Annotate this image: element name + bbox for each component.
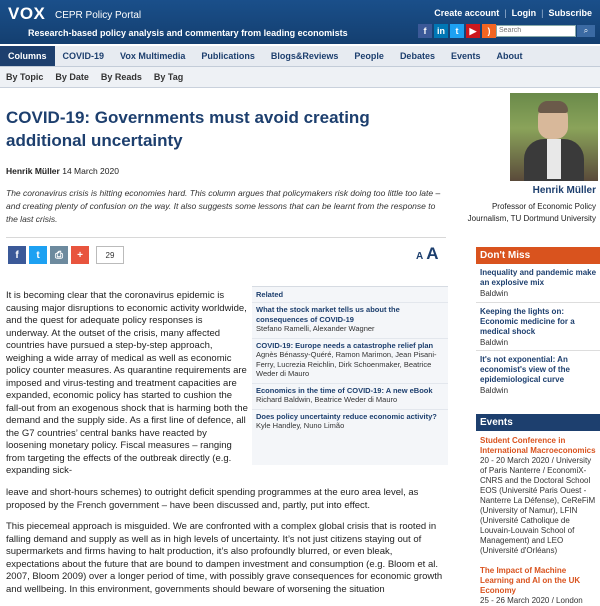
nav-columns[interactable]: Columns bbox=[0, 46, 55, 66]
nav-publications[interactable]: Publications bbox=[201, 51, 255, 61]
dont-miss-author: Baldwin bbox=[480, 386, 509, 395]
author-affiliation: Professor of Economic Policy Journalism, TU Dortmund University bbox=[467, 202, 596, 223]
related-item bbox=[252, 338, 448, 379]
article-lead: The coronavirus crisis is hitting economies hard. This column argues that policymakers risk doing too little too late – and creating plenty of confusion on the way. It also suggests some lessons that can be learnt from the response to the last crisis. bbox=[6, 188, 441, 224]
dont-miss-title[interactable]: Inequality and pandemic make an explosive mix bbox=[480, 268, 597, 287]
byline bbox=[6, 166, 119, 176]
account-links: Create account | Login | Subscribe bbox=[434, 8, 592, 18]
page-title: COVID-19: Governments must avoid creating additional uncertainty bbox=[6, 108, 370, 150]
main-nav bbox=[0, 46, 600, 67]
search-input[interactable] bbox=[496, 25, 576, 37]
divider bbox=[476, 350, 600, 351]
related-item bbox=[252, 302, 448, 334]
rss-icon[interactable]: ) bbox=[482, 24, 496, 38]
article-paragraph: This piecemeal approach is misguided. We are confronted with a complex global crisis that is rooted in falling demand and supply as well as in high levels of uncertainty. It’s not just citizens staying out of supermarkets and firms having to halt production, it’s also profoundly blurred, or even bleak, expectations about the future that are bound to dampen investment and consumption (e.g. Bloom et al. 2007, Bloom 2009) over a longer period of time, with possibly grave consequences for economic growth and wellbeing. In this environment, governments should beware of worsening the situation bbox=[6, 521, 443, 595]
related-authors: Stefano Ramelli, Alexander Wagner bbox=[256, 324, 375, 333]
dont-miss-item bbox=[480, 307, 598, 348]
portal-name: CEPR Policy Portal bbox=[55, 10, 142, 21]
font-decrease-button[interactable]: A bbox=[416, 251, 424, 262]
nav-events[interactable]: Events bbox=[450, 51, 481, 61]
sub-nav bbox=[0, 67, 600, 88]
youtube-icon[interactable]: ▶ bbox=[466, 24, 480, 38]
twitter-share-icon[interactable]: t bbox=[29, 246, 47, 264]
dont-miss-heading: Don't Miss bbox=[476, 247, 600, 264]
subnav-by-reads[interactable]: By Reads bbox=[100, 72, 142, 82]
event-item bbox=[480, 436, 598, 556]
subnav-by-topic[interactable]: By Topic bbox=[6, 72, 44, 82]
related-item bbox=[252, 383, 448, 405]
related-authors: Richard Baldwin, Beatrice Weder di Mauro bbox=[256, 395, 398, 404]
related-box bbox=[252, 286, 448, 465]
social-links bbox=[418, 24, 496, 38]
divider bbox=[6, 237, 446, 238]
event-detail: 20 - 20 March 2020 / University of Paris Nanterre / EconomiX-CNRS and the Doctoral School EOS (Université Paris Ouest - Nanterre La Défense), CeReFiM (University of Namur), LFIN (Université Catholique de Louvain-Louvain School of Management) and LEO (Université d'Orléans) bbox=[480, 456, 596, 555]
nav-about[interactable]: About bbox=[496, 51, 523, 61]
related-title[interactable]: Does policy uncertainty reduce economic activity? bbox=[256, 411, 437, 421]
nav-people[interactable]: People bbox=[354, 51, 384, 61]
subnav-by-tag[interactable]: By Tag bbox=[153, 72, 184, 82]
related-title[interactable]: What the stock market tells us about the consequences of COVID-19 bbox=[256, 305, 400, 324]
article-date: 14 March 2020 bbox=[62, 166, 119, 176]
author-link[interactable]: Henrik Müller bbox=[6, 166, 60, 176]
dont-miss-item bbox=[480, 355, 598, 396]
search-icon[interactable]: ⌕ bbox=[577, 25, 595, 37]
login-link[interactable]: Login bbox=[511, 8, 537, 18]
events-heading: Events bbox=[476, 414, 600, 431]
facebook-icon[interactable]: f bbox=[418, 24, 432, 38]
dont-miss-item bbox=[480, 268, 598, 299]
divider bbox=[476, 302, 600, 303]
nav-debates[interactable]: Debates bbox=[399, 51, 435, 61]
related-authors: Kyle Handley, Nuno Limão bbox=[256, 421, 345, 430]
related-authors: Agnès Bénassy-Quéré, Ramon Marimon, Jean Pisani-Ferry, Lucrezia Reichlin, Dirk Schoenmaker, Beatrice Weder di Mauro bbox=[256, 350, 437, 378]
related-heading: Related bbox=[256, 290, 284, 299]
dont-miss-author: Baldwin bbox=[480, 338, 509, 347]
subnav-by-date[interactable]: By Date bbox=[55, 72, 89, 82]
print-icon[interactable]: ⎙ bbox=[50, 246, 68, 264]
author-photo bbox=[510, 93, 598, 181]
create-account-link[interactable]: Create account bbox=[434, 8, 500, 18]
related-title[interactable]: Economics in the time of COVID-19: A new eBook bbox=[256, 385, 433, 395]
dont-miss-author: Baldwin bbox=[480, 289, 509, 298]
dont-miss-title[interactable]: It's not exponential: An economist's view of the epidemiological curve bbox=[480, 355, 570, 384]
event-item bbox=[480, 566, 598, 606]
related-title[interactable]: COVID-19: Europe needs a catastrophe relief plan bbox=[256, 340, 434, 350]
related-item bbox=[252, 409, 448, 431]
share-count: 29 bbox=[96, 246, 124, 264]
nav-blogs-reviews[interactable]: Blogs&Reviews bbox=[270, 51, 339, 61]
linkedin-icon[interactable]: in bbox=[434, 24, 448, 38]
nav-vox-multimedia[interactable]: Vox Multimedia bbox=[120, 51, 186, 61]
article-paragraph: leave and short-hours schemes) to outright deficit spending programmes at the euro area level, as proposed by the French government – have been discussed and, partly, put into effect. bbox=[6, 487, 419, 511]
site-tagline: Research-based policy analysis and commentary from leading economists bbox=[28, 28, 348, 38]
font-increase-button[interactable]: A bbox=[426, 244, 439, 263]
subscribe-link[interactable]: Subscribe bbox=[548, 8, 592, 18]
event-title[interactable]: The Impact of Machine Learning and AI on the UK Economy bbox=[480, 566, 581, 595]
event-title[interactable]: Student Conference in International Macroeconomics bbox=[480, 436, 596, 455]
more-share-icon[interactable]: + bbox=[71, 246, 89, 264]
nav-covid-19[interactable]: COVID-19 bbox=[62, 51, 105, 61]
site-header bbox=[0, 0, 600, 44]
share-bar bbox=[8, 246, 124, 264]
event-detail: 25 - 26 March 2020 / London bbox=[480, 596, 583, 605]
font-size-controls bbox=[416, 244, 439, 264]
author-name[interactable]: Henrik Müller bbox=[532, 185, 596, 196]
dont-miss-title[interactable]: Keeping the lights on: Economic medicine for a medical shock bbox=[480, 307, 575, 336]
twitter-icon[interactable]: t bbox=[450, 24, 464, 38]
article-paragraph: It is becoming clear that the coronavirus epidemic is causing major disruptions to economic activity worldwide, and the quest for adequate policy responses is underway. At the outset of the crisis, many affected countries have pursued a step-by-step approach, weighing a wide array of medical as well as economic policy counter measures. As quarantine requirements are imposed and virus-testing and treatment capacities are expanded, economic policy has started to cushion the fall-out from an exogenous shock that is harming both the demand and the supply side. As a first line of defence, all the G7 countries’ central banks have reacted by loosening monetary policy. Fiscal measures – ranging from targeting the effects of the outbreak directly (e.g. expanding sick- bbox=[6, 290, 248, 476]
facebook-share-icon[interactable]: f bbox=[8, 246, 26, 264]
vox-logo[interactable]: VOX bbox=[8, 4, 46, 23]
